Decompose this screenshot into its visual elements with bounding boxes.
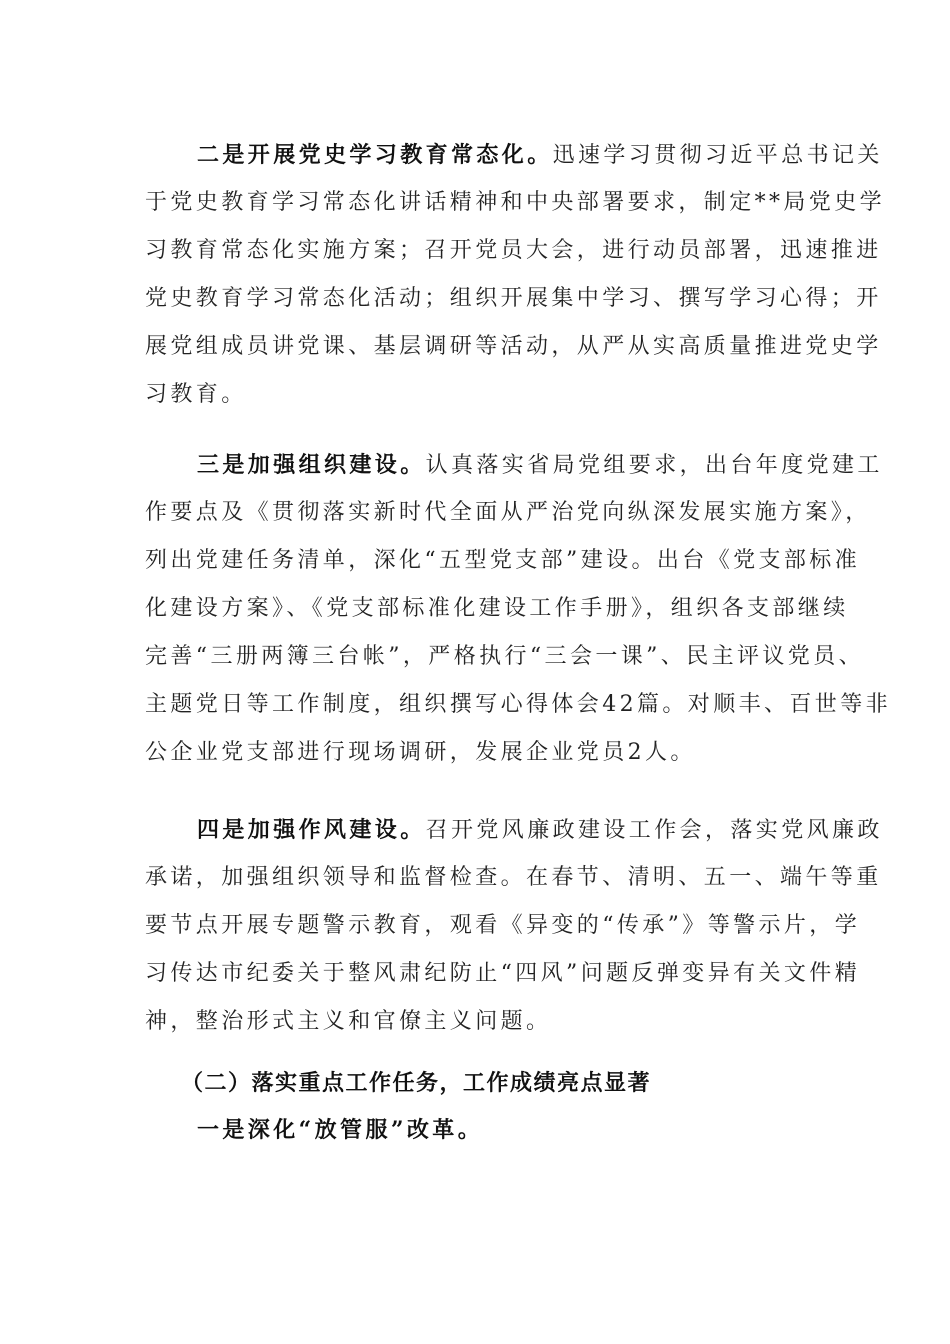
text-line: 承诺，加强组织领导和监督检查。在春节、清明、五一、端午等重 <box>145 865 882 890</box>
text-line: 作要点及《贯彻落实新时代全面从严治党向纵深发展实施方案》， <box>145 500 871 525</box>
paragraph-lead: 四是加强作风建设。 <box>197 817 426 843</box>
text-line: 完善“三册两簿三台帐”，严格执行“三会一课”、民主评议党员、 <box>145 644 864 669</box>
paragraph-work-style <box>145 806 883 1046</box>
section-heading <box>145 1059 825 1107</box>
text-line: 列出党建任务清单，深化“五型党支部”建设。出台《党支部标准 <box>145 548 861 573</box>
text-line: 展党组成员讲党课、基层调研等活动，从严从实高质量推进党史学 <box>145 334 882 359</box>
text-line: 主题党日等工作制度，组织撰写心得体会42篇。对顺丰、百世等非 <box>145 692 891 717</box>
subheading-text: 一是深化“放管服”改革。 <box>197 1117 484 1143</box>
paragraph-organization-building <box>145 441 891 777</box>
paragraph-lead: 三是加强组织建设。 <box>197 452 426 478</box>
text-line: 化建设方案》、《党支部标准化建设工作手册》，组织各支部继续 <box>145 596 849 621</box>
text-line: 党史教育学习常态化活动；组织开展集中学习、撰写学习心得；开 <box>145 286 882 311</box>
section-heading-text: （二）落实重点工作任务，工作成绩亮点显著 <box>181 1070 652 1096</box>
text-line: 神，整治形式主义和官僚主义问题。 <box>145 1009 552 1034</box>
text-line: 习教育常态化实施方案；召开党员大会，进行动员部署，迅速推进 <box>145 238 882 263</box>
paragraph-party-history-education <box>145 131 886 419</box>
text-line: 于党史教育学习常态化讲话精神和中央部署要求，制定**局党史学 <box>145 190 886 215</box>
subheading <box>145 1106 825 1154</box>
text-line: 迅速学习贯彻习近平总书记关 <box>552 143 883 168</box>
text-line: 要节点开展专题警示教育，观看《异变的“传承”》等警示片，学 <box>145 913 861 938</box>
text-line: 习传达市纪委关于整风肃纪防止“四风”问题反弹变异有关文件精 <box>145 961 861 986</box>
text-line: 公企业党支部进行现场调研，发展企业党员2人。 <box>145 740 696 765</box>
text-line: 认真落实省局党组要求，出台年度党建工 <box>425 453 883 478</box>
text-line: 召开党风廉政建设工作会，落实党风廉政 <box>425 818 883 843</box>
text-line: 习教育。 <box>145 382 247 407</box>
paragraph-lead: 二是开展党史学习教育常态化。 <box>197 142 553 168</box>
